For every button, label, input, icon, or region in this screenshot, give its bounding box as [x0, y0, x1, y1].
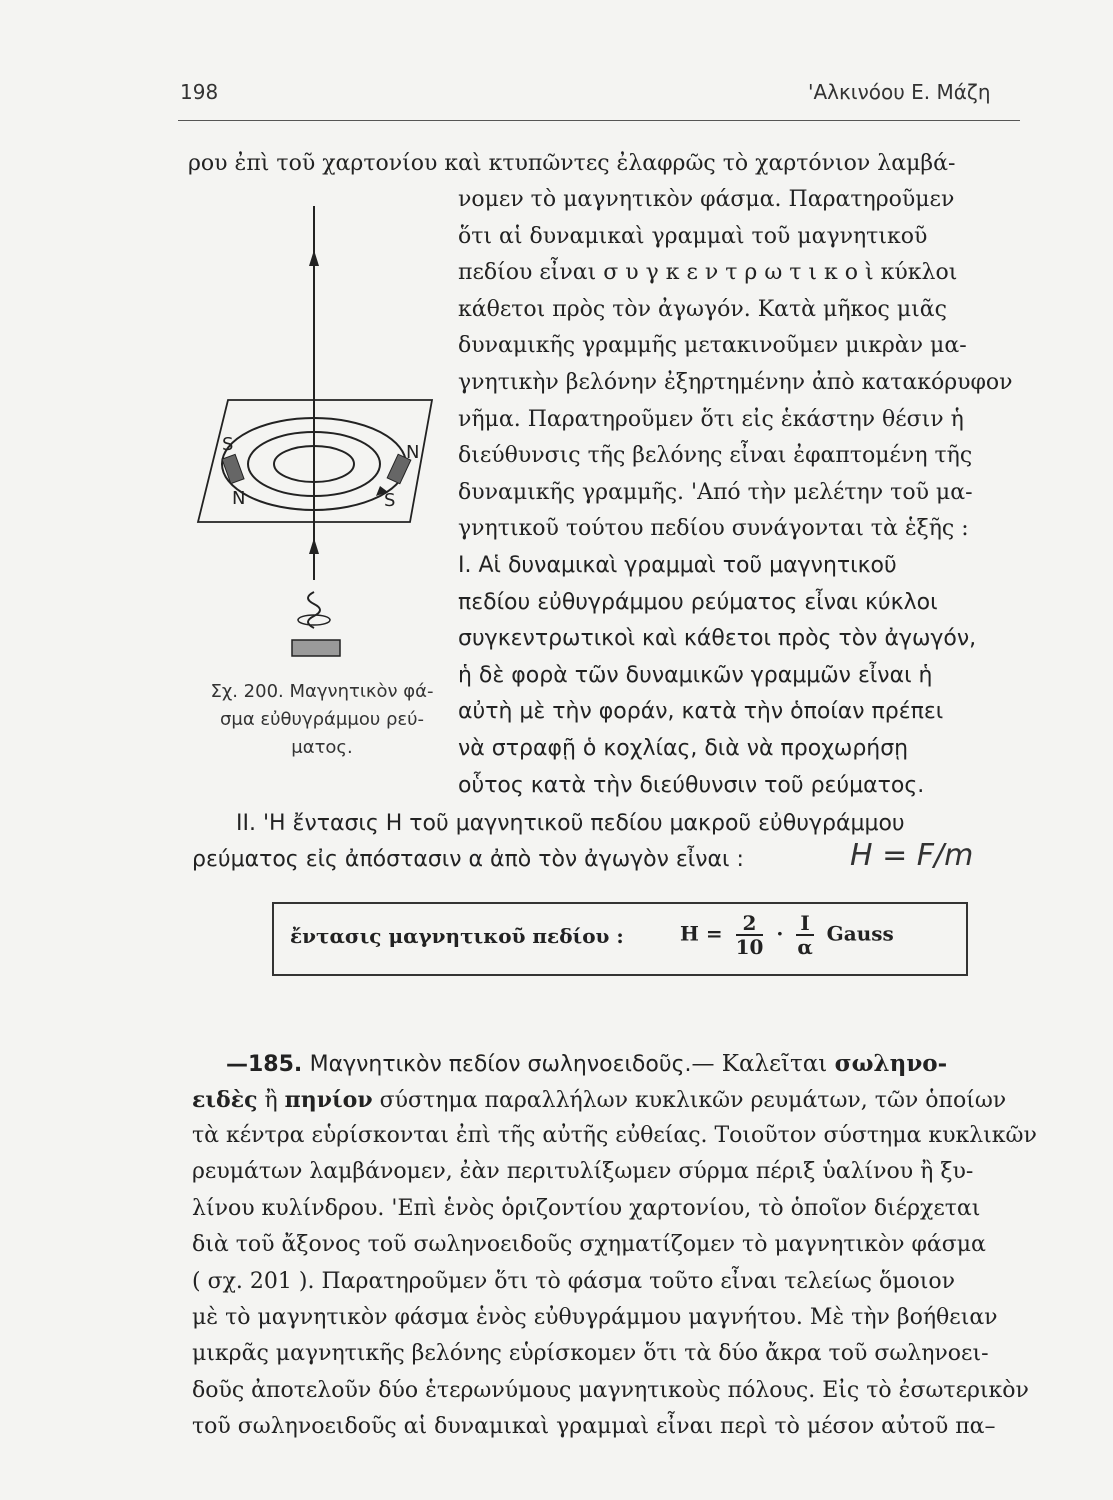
pole-label-s-left: S — [222, 434, 234, 455]
page-number: 198 — [180, 80, 219, 104]
section-185-line-2 — [192, 1082, 1006, 1119]
formula-dot: · — [776, 921, 784, 946]
text-line: δοῦς ἀποτελοῦν δύο ἑτερωνύμους μαγνητικοὺς πόλους. Εἰς τὸ ἐσωτερικὸν — [192, 1377, 1029, 1403]
text-line: διὰ τοῦ ἄξονος τοῦ σωληνοειδοῦς σχηματίζομεν τὸ μαγνητικὸν φάσμα — [192, 1232, 986, 1258]
text-line: ( σχ. 201 ). Παρατηροῦμεν ὅτι τὸ φάσμα τοῦτο εἶναι τελείως ὅμοιον — [192, 1268, 956, 1294]
frac2-den: α — [797, 935, 813, 959]
text-line: τὰ κέντρα εὑρίσκονται ἐπὶ τῆς αὐτῆς εὐθείας. Τοιοῦτον σύστημα κυκλικῶν — [192, 1123, 1037, 1148]
pole-label-n-right: N — [406, 442, 420, 463]
text-line: νομεν τὸ μαγνητικὸν φάσμα. Παρατηροῦμεν — [458, 187, 955, 212]
text-line: οὗτος κατὰ τὴν διεύθυνσιν τοῦ ρεύματος. — [458, 772, 925, 798]
definition-text: σύστημα παραλλήλων κυκλικῶν ρευμάτων, τῶν ὁποίων — [379, 1088, 1007, 1113]
term-solenoid: σωληνο- — [834, 1050, 948, 1077]
text-line: νὰ στραφῇ ὁ κοχλίας, διὰ νὰ προχωρήσῃ — [458, 736, 909, 761]
fraction-2-10 — [736, 912, 764, 958]
caption-line: Σχ. 200. Μαγνητικὸν φά- — [210, 681, 434, 702]
screw-base — [292, 640, 340, 656]
header-rule — [178, 120, 1020, 121]
formula-label: ἔντασις μαγνητικοῦ πεδίου : — [290, 924, 624, 948]
paragraph-first-line: ρου ἐπὶ τοῦ χαρτονίου καὶ κτυπῶντες ἐλαφρῶς τὸ χαρτόνιον λαμβά- — [188, 151, 956, 176]
current-arrow-icon-lower — [309, 538, 319, 554]
text-line: ἡ δὲ φορὰ τῶν δυναμικῶν γραμμῶν εἶναι ἡ — [458, 662, 933, 688]
frac1-den: 10 — [735, 935, 764, 959]
pole-label-s-right: S — [384, 490, 396, 511]
current-arrow-icon — [309, 250, 319, 266]
text-line: ὅτι αἱ δυναμικαὶ γραμμαὶ τοῦ μαγνητικοῦ — [458, 223, 928, 249]
running-title: 'Αλκινόου Ε. Μάζη — [808, 80, 991, 104]
text-line: I. Αἱ δυναμικαὶ γραμμαὶ τοῦ μαγνητικοῦ — [458, 553, 897, 578]
section-title: Μαγνητικὸν πεδίον σωληνοειδοῦς. — [309, 1052, 692, 1077]
term-solenoid-end: ειδὲς — [192, 1087, 258, 1113]
screw-spiral-icon — [308, 592, 320, 628]
frac1-num: 2 — [736, 912, 764, 936]
term-coil: πηνίον — [284, 1087, 373, 1113]
word-or: ἢ — [264, 1088, 278, 1113]
formula-lhs: H = — [680, 921, 723, 946]
caption-line: ματος. — [291, 737, 353, 758]
rule-two-line-2: ρεύματος εἰς ἀπόστασιν α ἀπὸ τὸν ἀγωγὸν εἶναι : — [192, 847, 744, 872]
text-line: δυναμικῆς γραμμῆς. 'Από τὴν μελέτην τοῦ μα- — [458, 479, 973, 505]
compass-needle-left — [222, 454, 244, 483]
caption-line: σμα εὐθυγράμμου ρεύ- — [219, 709, 425, 730]
text-line: πεδίου εἶναι σ υ γ κ ε ν τ ρ ω τ ι κ ο ὶ κύκλοι — [458, 260, 958, 286]
handwritten-note: H = F/m — [850, 838, 974, 873]
text-line: γνητικὴν βελόνην ἐξηρτημένην ἀπὸ κατακόρυφον — [458, 370, 1013, 395]
text-line: λίνου κυλίνδρου. 'Επὶ ἑνὸς ὁριζοντίου χαρτονίου, τὸ ὁποῖον διέρχεται — [192, 1195, 981, 1221]
rule-two-line-1: II. 'Η ἔντασις H τοῦ μαγνητικοῦ πεδίου μακροῦ εὐθυγράμμου — [236, 811, 905, 836]
fraction-i-alpha — [796, 912, 813, 958]
formula-unit: Gauss — [826, 921, 894, 946]
formula-expression — [680, 912, 894, 958]
figure-200 — [188, 200, 448, 680]
text-line: συγκεντρωτικοὶ καὶ κάθετοι πρὸς τὸν ἀγωγόν, — [458, 626, 977, 652]
text-line: ρευμάτων λαμβάνομεν, ἐὰν περιτυλίξωμεν σύρμα πέριξ ὑαλίνου ἢ ξυ- — [192, 1159, 974, 1185]
section-intro: Καλεῖται — [721, 1051, 828, 1077]
text-line: κάθετοι πρὸς τὸν ἀγωγόν. Κατὰ μῆκος μιᾶς — [458, 296, 947, 322]
frac2-num: I — [796, 912, 813, 936]
formula-box — [272, 902, 968, 976]
text-line: διεύθυνσις τῆς βελόνης εἶναι ἐφαπτομένη τῆς — [458, 443, 973, 469]
text-line: νῆμα. Παρατηροῦμεν ὅτι εἰς ἑκάστην θέσιν ἡ — [458, 406, 964, 432]
section-185-heading — [226, 1046, 947, 1083]
text-line: πεδίου εὐθυγράμμου ρεύματος εἶναι κύκλοι — [458, 589, 938, 615]
text-line: γνητικοῦ τούτου πεδίου συνάγονται τὰ ἑξῆς : — [458, 516, 969, 542]
figure-caption — [182, 678, 462, 762]
text-line: μικρᾶς μαγνητικῆς βελόνης εὑρίσκομεν ὅτι τὰ δύο ἄκρα τοῦ σωληνοει- — [192, 1341, 989, 1367]
section-number: —185. — [226, 1052, 303, 1077]
text-line: αὐτὴ μὲ τὴν φοράν, κατὰ τὴν ὁποίαν πρέπει — [458, 699, 944, 725]
pole-label-n-left: N — [232, 488, 246, 509]
text-line: τοῦ σωληνοειδοῦς αἱ δυναμικαὶ γραμμαὶ εἶναι περὶ τὸ μέσον αὐτοῦ πα– — [192, 1414, 996, 1440]
text-line: δυναμικῆς γραμμῆς μετακινοῦμεν μικρὰν μα- — [458, 333, 967, 359]
section-dash: — — [691, 1051, 715, 1077]
text-line: μὲ τὸ μαγνητικὸν φάσμα ἑνὸς εὐθυγράμμου μαγνήτου. Μὲ τὴν βοήθειαν — [192, 1305, 998, 1330]
